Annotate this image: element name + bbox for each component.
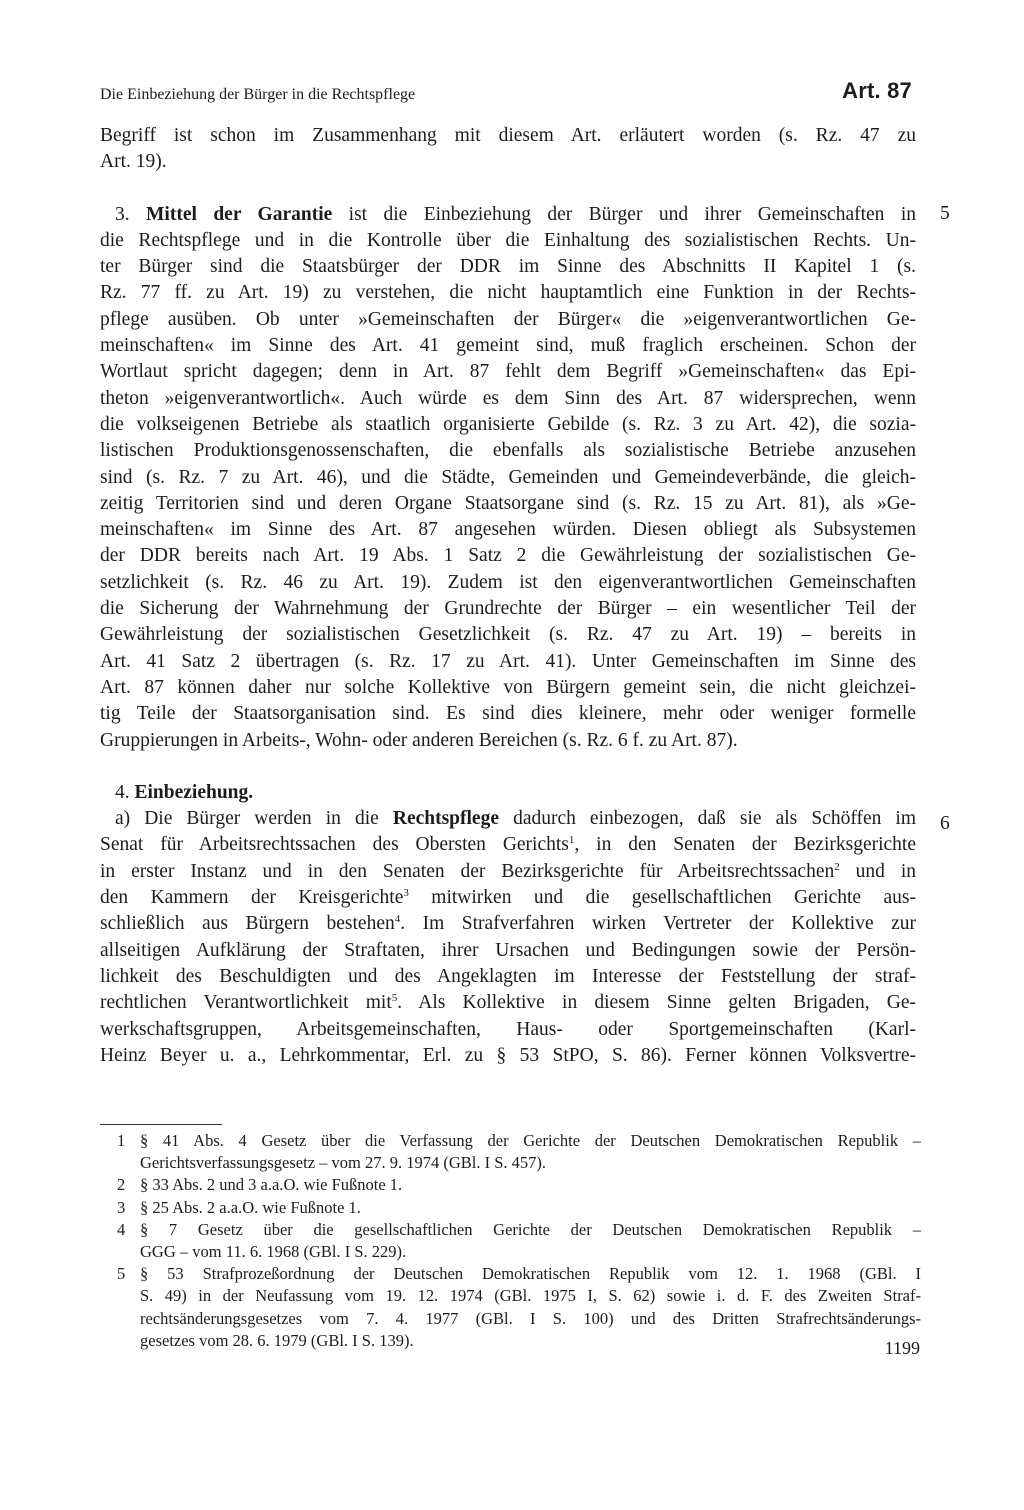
text-line: lichkeit des Beschuldigten und des Angeklagten im Interesse der Feststellung der straf- bbox=[100, 965, 916, 987]
text-line: Wortlaut spricht dagegen; denn in Art. 87 fehlt dem Begriff »Gemeinschaften« das Epi- bbox=[100, 361, 916, 383]
footnote-line: § 7 Gesetz über die gesellschaftlichen Gerichte der Deutschen Demokratischen Republik – bbox=[140, 1219, 921, 1239]
running-head bbox=[100, 78, 916, 108]
footnote-line: gesetzes vom 28. 6. 1979 (GBl. I S. 139). bbox=[140, 1330, 414, 1350]
text-line: zeitig Territorien sind und deren Organe Staatsorgane sind (s. Rz. 15 zu Art. 81), als »Ge- bbox=[100, 492, 916, 514]
body-text bbox=[100, 123, 916, 1069]
footnote-rule bbox=[100, 1124, 222, 1125]
text-line: theton »eigenverantwortlich«. Auch würde es dem Sinn des Art. 87 widersprechen, wenn bbox=[100, 387, 916, 409]
text-line: a) Die Bürger werden in die Rechtspflege dadurch einbezogen, daß sie als Schöffen im bbox=[115, 808, 916, 830]
article-label: Art. 87 bbox=[842, 78, 912, 103]
text-line: Gewährleistung der sozialistischen Gesetzlichkeit (s. Rz. 47 zu Art. 19) – bereits in bbox=[100, 624, 916, 646]
text-line: ter Bürger sind die Staatsbürger der DDR im Sinne des Abschnitts II Kapitel 1 (s. bbox=[100, 256, 916, 278]
footnote-line: S. 49) in der Neufassung vom 19. 12. 1974 (GBl. 1975 I, S. 62) sowie i. d. F. des Zweiten Straf- bbox=[140, 1286, 921, 1306]
section-heading-line bbox=[100, 780, 916, 806]
text-line: Rz. 77 ff. zu Art. 19) zu verstehen, die nicht hauptamtlich eine Funktion in der Rechts- bbox=[100, 282, 916, 304]
text-line: tig Teile der Staatsorganisation sind. Es sind dies kleinere, mehr oder weniger formelle bbox=[100, 703, 916, 725]
text-line: sind (s. Rz. 7 zu Art. 46), und die Städte, Gemeinden und Gemeindeverbände, die gleich- bbox=[100, 466, 916, 488]
text-line: allseitigen Aufklärung der Straftaten, ihrer Ursachen und Bedingungen sowie der Persön- bbox=[100, 939, 916, 961]
footnote bbox=[100, 1219, 921, 1263]
section-number: 4. bbox=[115, 781, 130, 803]
text-line: Gruppierungen in Arbeits-, Wohn- oder anderen Bereichen (s. Rz. 6 f. zu Art. 87). bbox=[100, 729, 738, 751]
text-line: meinschaften« im Sinne des Art. 87 angesehen würden. Diesen obliegt als Subsystemen bbox=[100, 519, 916, 541]
footnote-line: § 41 Abs. 4 Gesetz über die Verfassung der Gerichte der Deutschen Demokratischen Republik – bbox=[140, 1131, 921, 1150]
text-line: Art. 87 können daher nur solche Kollektive von Bürgern gemeint sein, die nicht gleichzei- bbox=[100, 676, 916, 698]
margin-number: 6 bbox=[940, 813, 950, 834]
footnote-number: 5 bbox=[117, 1264, 126, 1284]
text-line: der DDR bereits nach Art. 19 Abs. 1 Satz 2 die Gewährleistung der sozialistischen Ge- bbox=[100, 545, 916, 567]
text-line: listischen Produktionsgenossenschaften, die ebenfalls als sozialistische Betriebe anzusehen bbox=[100, 440, 916, 462]
footnote-number: 4 bbox=[117, 1219, 126, 1239]
footnote-number: 3 bbox=[117, 1197, 126, 1217]
footnote-ref: 3 bbox=[403, 887, 409, 900]
footnotes bbox=[100, 1130, 921, 1352]
footnote-line: Gerichtsverfassungsgesetz – vom 27. 9. 1974 (GBl. I S. 457). bbox=[140, 1153, 547, 1173]
section-heading: Einbeziehung. bbox=[134, 781, 254, 803]
margin-number: 5 bbox=[940, 203, 950, 224]
footnote-line: § 25 Abs. 2 a.a.O. wie Fußnote 1. bbox=[140, 1197, 361, 1217]
text-line: pflege ausüben. Ob unter »Gemeinschaften der Bürger« die »eigenverantwortlichen Ge- bbox=[100, 308, 916, 330]
text-line: setzlichkeit (s. Rz. 46 zu Art. 19). Zudem ist den eigenverantwortlichen Gemeinschaften bbox=[100, 571, 916, 593]
text-line: Senat für Arbeitsrechtssachen des Obersten Gerichts$^1$, in den Senaten der Bezirksgerichte bbox=[100, 834, 916, 856]
footnote-line: rechtsänderungsgesetzes vom 7. 4. 1977 (GBl. I S. 100) und des Dritten Strafrechtsänderungs- bbox=[140, 1308, 921, 1328]
text-line: rechtlichen Verantwortlichkeit mit$^5$. Als Kollektive in diesem Sinne gelten Brigaden, Ge- bbox=[100, 992, 916, 1014]
footnote-number: 2 bbox=[117, 1175, 126, 1195]
text-line: in erster Instanz und in den Senaten der Bezirksgerichte für Arbeitsrechtssachen$^2$ und in bbox=[100, 860, 916, 882]
footnote bbox=[100, 1130, 921, 1174]
text-line: Art. 41 Satz 2 übertragen (s. Rz. 17 zu Art. 41). Unter Gemeinschaften im Sinne des bbox=[100, 650, 916, 672]
footnote bbox=[100, 1174, 921, 1196]
footnote-line: § 53 Strafprozeßordnung der Deutschen Demokratischen Republik vom 12. 1. 1968 (GBl. I bbox=[140, 1264, 921, 1284]
emphasis-term: Rechtspflege bbox=[392, 808, 499, 830]
text-line: die Sicherung der Wahrnehmung der Grundrechte der Bürger – ein wesentlicher Teil der bbox=[100, 598, 916, 620]
text-line: schließlich aus Bürgern bestehen$^4$. Im Strafverfahren wirken Vertreter der Kollektive zur bbox=[100, 913, 916, 935]
running-title: Die Einbeziehung der Bürger in die Rechtspflege bbox=[100, 86, 416, 103]
footnote-ref: 2 bbox=[834, 860, 840, 873]
section-number: 3. bbox=[115, 203, 130, 225]
section-heading: Mittel der Garantie bbox=[146, 203, 333, 225]
footnote bbox=[100, 1197, 921, 1219]
footnote-number: 1 bbox=[117, 1131, 126, 1150]
text-line: den Kammern der Kreisgerichte$^3$ mitwirken und die gesellschaftlichen Gerichte aus- bbox=[100, 887, 916, 909]
text-line: werkschaftsgruppen, Arbeitsgemeinschaften, Haus- oder Sportgemeinschaften (Karl- bbox=[100, 1018, 916, 1040]
footnote-ref: 5 bbox=[391, 992, 398, 1005]
page-number: 1199 bbox=[884, 1338, 920, 1358]
footnote-ref: 4 bbox=[394, 913, 401, 926]
text-line: 3. Mittel der Garantie ist die Einbeziehung der Bürger und ihrer Gemeinschaften in bbox=[115, 203, 916, 225]
text-line: Art. 19). bbox=[100, 151, 167, 173]
text-line: meinschaften« im Sinne des Art. 41 gemeint sind, muß fraglich erscheinen. Schon der bbox=[100, 335, 916, 357]
text-line: Heinz Beyer u. a., Lehrkommentar, Erl. zu § 53 StPO, S. 86). Ferner können Volksvertre- bbox=[100, 1044, 916, 1066]
footnote bbox=[100, 1263, 921, 1352]
footnote-line: GGG – vom 11. 6. 1968 (GBl. I S. 229). bbox=[140, 1241, 407, 1261]
text-line: die volkseigenen Betriebe als staatlich organisierte Gebilde (s. Rz. 3 zu Art. 42), die sozia- bbox=[100, 413, 916, 435]
footnote-ref: 1 bbox=[568, 834, 575, 847]
text-line: die Rechtspflege und in die Kontrolle über die Einhaltung des sozialistischen Rechts. Un- bbox=[100, 229, 916, 251]
text-line: Begriff ist schon im Zusammenhang mit diesem Art. erläutert worden (s. Rz. 47 zu bbox=[100, 125, 916, 146]
footnote-line: § 33 Abs. 2 und 3 a.a.O. wie Fußnote 1. bbox=[140, 1175, 403, 1195]
